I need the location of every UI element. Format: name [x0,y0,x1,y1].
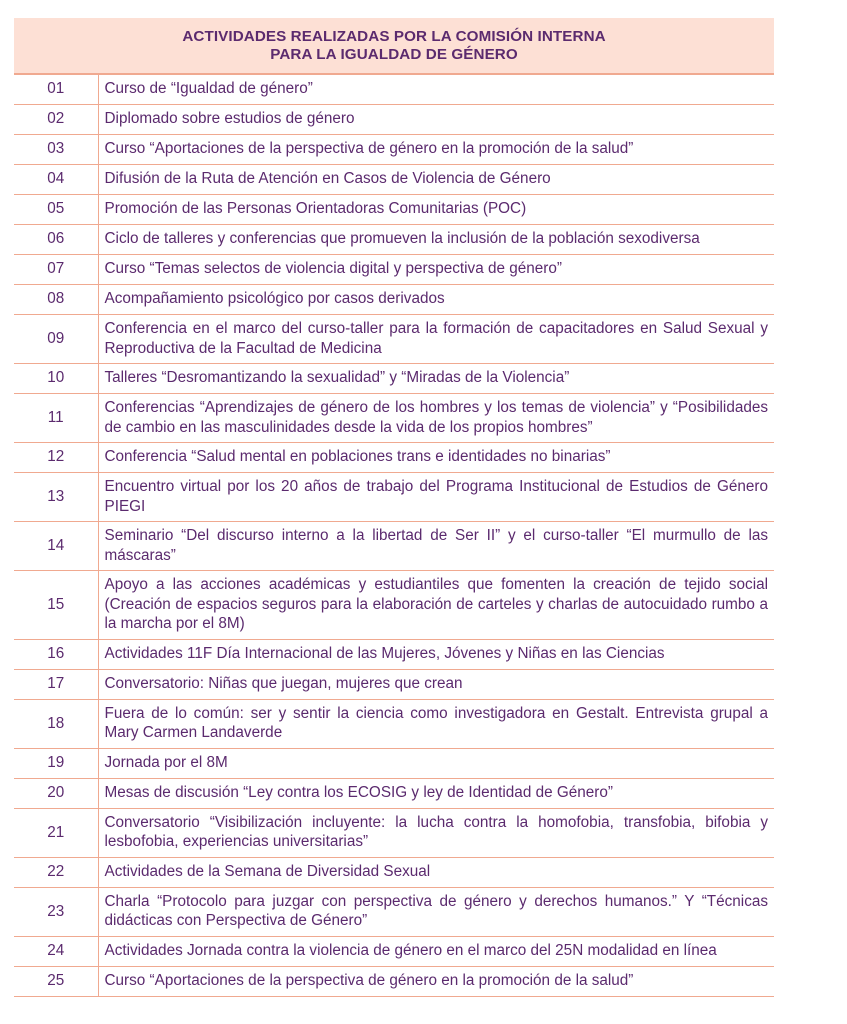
activities-table [14,18,774,997]
table-row [14,74,774,105]
table-row [14,443,774,473]
activity-description: Curso “Aportaciones de la perspectiva de género en la promoción de la salud” [98,135,774,165]
activity-description: Conferencias “Aprendizajes de género de los hombres y los temas de violencia” y “Posibilidades de cambio en las masculinidades desde la vida de los propios hombres” [98,394,774,443]
activity-description: Fuera de lo común: ser y sentir la ciencia como investigadora en Gestalt. Entrevista grupal a Mary Carmen Landaverde [98,699,774,748]
activity-description: Encuentro virtual por los 20 años de trabajo del Programa Institucional de Estudios de Género PIEGI [98,473,774,522]
activity-description: Curso “Aportaciones de la perspectiva de género en la promoción de la salud” [98,966,774,996]
activity-description: Ciclo de talleres y conferencias que promueven la inclusión de la población sexodiversa [98,225,774,255]
row-number: 13 [14,473,98,522]
row-number: 20 [14,778,98,808]
row-number: 23 [14,887,98,936]
activity-description: Diplomado sobre estudios de género [98,105,774,135]
activity-description: Charla “Protocolo para juzgar con perspectiva de género y derechos humanos.” Y “Técnicas didácticas con Perspectiva de Género” [98,887,774,936]
table-body [14,74,774,996]
row-number: 01 [14,74,98,105]
table-row [14,135,774,165]
table-row [14,699,774,748]
table-row [14,808,774,857]
table-row [14,255,774,285]
row-number: 16 [14,639,98,669]
activity-description: Actividades 11F Día Internacional de las Mujeres, Jóvenes y Niñas en las Ciencias [98,639,774,669]
row-number: 22 [14,857,98,887]
row-number: 06 [14,225,98,255]
activity-description: Actividades Jornada contra la violencia de género en el marco del 25N modalidad en línea [98,936,774,966]
activity-description: Conversatorio: Niñas que juegan, mujeres que crean [98,669,774,699]
row-number: 11 [14,394,98,443]
table-row [14,748,774,778]
table-title-line-2: PARA LA IGUALDAD DE GÉNERO [270,45,518,63]
activity-description: Conversatorio “Visibilización incluyente: la lucha contra la homofobia, transfobia, bifobia y lesbofobia, experiencias universitarias” [98,808,774,857]
table-row [14,778,774,808]
table-row [14,571,774,640]
table-title-line-1: ACTIVIDADES REALIZADAS POR LA COMISIÓN INTERNA [182,27,606,45]
row-number: 25 [14,966,98,996]
table-row [14,639,774,669]
activity-description: Seminario “Del discurso interno a la libertad de Ser II” y el curso-taller “El murmullo de las máscaras” [98,522,774,571]
activity-description: Conferencia “Salud mental en poblaciones trans e identidades no binarias” [98,443,774,473]
row-number: 18 [14,699,98,748]
table-header-row [14,18,774,74]
row-number: 17 [14,669,98,699]
table-row [14,285,774,315]
row-number: 03 [14,135,98,165]
activity-description: Jornada por el 8M [98,748,774,778]
row-number: 04 [14,165,98,195]
table-row [14,394,774,443]
table-row [14,364,774,394]
activity-description: Curso de “Igualdad de género” [98,74,774,105]
row-number: 12 [14,443,98,473]
row-number: 07 [14,255,98,285]
table-row [14,936,774,966]
row-number: 15 [14,571,98,640]
table-row [14,522,774,571]
activity-description: Apoyo a las acciones académicas y estudiantiles que fomenten la creación de tejido social (Creación de espacios seguros para la elaboración de carteles y charlas de autocuidado rumbo a la marcha por el 8M) [98,571,774,640]
row-number: 24 [14,936,98,966]
table-row [14,473,774,522]
activity-description: Conferencia en el marco del curso-taller para la formación de capacitadores en Salud Sexual y Reproductiva de la Facultad de Medicina [98,315,774,364]
activity-description: Promoción de las Personas Orientadoras Comunitarias (POC) [98,195,774,225]
row-number: 05 [14,195,98,225]
row-number: 10 [14,364,98,394]
table-row [14,966,774,996]
table-row [14,669,774,699]
table-title [14,18,774,74]
row-number: 21 [14,808,98,857]
activity-description: Difusión de la Ruta de Atención en Casos de Violencia de Género [98,165,774,195]
row-number: 19 [14,748,98,778]
activity-description: Actividades de la Semana de Diversidad Sexual [98,857,774,887]
activity-description: Talleres “Desromantizando la sexualidad” y “Miradas de la Violencia” [98,364,774,394]
row-number: 08 [14,285,98,315]
activity-description: Mesas de discusión “Ley contra los ECOSIG y ley de Identidad de Género” [98,778,774,808]
table-row [14,887,774,936]
row-number: 14 [14,522,98,571]
table-row [14,165,774,195]
table-row [14,105,774,135]
activity-description: Acompañamiento psicológico por casos derivados [98,285,774,315]
activity-description: Curso “Temas selectos de violencia digital y perspectiva de género” [98,255,774,285]
row-number: 09 [14,315,98,364]
table-row [14,225,774,255]
row-number: 02 [14,105,98,135]
table-row [14,315,774,364]
table-row [14,195,774,225]
table-row [14,857,774,887]
